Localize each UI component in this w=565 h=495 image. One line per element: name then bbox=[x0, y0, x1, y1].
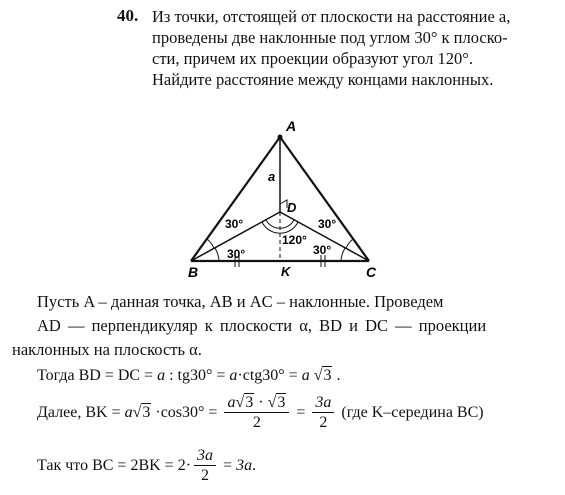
equals-sign: = bbox=[219, 456, 237, 474]
point-C-label: C bbox=[366, 264, 377, 280]
problem-line-2: проведены две наклонные под углом 30° к плоско- bbox=[152, 28, 508, 47]
dot-operator: · bbox=[254, 394, 268, 411]
radicand: 3 bbox=[277, 394, 286, 411]
segment-a-label: a bbox=[268, 169, 276, 184]
fraction-1 bbox=[224, 393, 289, 432]
midpoint-note: (где K–середина BC) bbox=[337, 403, 484, 421]
fraction-2-numerator: 3a bbox=[312, 393, 334, 413]
sqrt-icon: √ bbox=[313, 367, 323, 384]
equals-sign: = bbox=[292, 403, 310, 421]
angle-arc-B-lower bbox=[215, 248, 219, 261]
point-A-label: A bbox=[286, 118, 297, 134]
radicand: 3 bbox=[245, 394, 254, 411]
radicand: 3 bbox=[323, 367, 332, 384]
solution-line-4 bbox=[37, 367, 340, 385]
angle-label-B-lower: 30° bbox=[227, 247, 246, 261]
var-a: a bbox=[227, 394, 236, 411]
radicand: 3 bbox=[142, 404, 151, 421]
angle-label-C-lower: 30° bbox=[313, 243, 332, 257]
angle-arc-B-upper bbox=[207, 239, 214, 248]
problem-line-4: Найдите расстояние между концами наклонных. bbox=[152, 70, 494, 89]
solution-line-5 bbox=[37, 393, 484, 432]
fraction-1-numerator bbox=[224, 393, 289, 413]
fraction-1-denominator: 2 bbox=[252, 414, 261, 431]
sqrt-icon: √ bbox=[132, 403, 142, 421]
fraction-3-denominator: 2 bbox=[201, 467, 210, 484]
fraction-3 bbox=[194, 446, 216, 485]
line4-end: . bbox=[336, 367, 341, 384]
point-A-dot bbox=[278, 135, 283, 140]
solution-line-6 bbox=[37, 446, 256, 485]
angle-label-D: 120° bbox=[282, 233, 307, 247]
right-angle-mark bbox=[280, 200, 287, 208]
var-a: a bbox=[229, 367, 238, 384]
line5-mid: ·cos30° = bbox=[151, 403, 222, 421]
line6-end: . bbox=[252, 456, 257, 474]
problem-line-3: сти, причем их проекции образуют угол 120°. bbox=[152, 49, 473, 68]
angle-arc-C-lower bbox=[341, 248, 345, 261]
result-value: 3a bbox=[236, 456, 253, 474]
angle-label-B-upper: 30° bbox=[225, 217, 244, 231]
point-K-label: K bbox=[281, 264, 291, 279]
point-D-label: D bbox=[287, 200, 297, 215]
sqrt-icon: √ bbox=[235, 394, 245, 411]
sqrt-icon: √ bbox=[267, 394, 277, 411]
line4-mid-1: : tg30° = bbox=[165, 367, 230, 384]
solution-line-1: Пусть A – данная точка, AB и AC – наклонные. Проведем bbox=[37, 292, 444, 311]
var-a: a bbox=[157, 367, 166, 384]
var-a: a bbox=[124, 403, 133, 421]
fraction-3-numerator: 3a bbox=[194, 446, 216, 466]
var-a: a bbox=[301, 367, 310, 384]
fraction-2-denominator: 2 bbox=[319, 414, 328, 431]
line4-mid-2: ·ctg30° = bbox=[237, 367, 302, 384]
problem-line-1: Из точки, отстоящей от плоскости на расстояние a, bbox=[152, 7, 511, 26]
line6-prefix: Так что BC = 2BK = 2· bbox=[37, 456, 192, 474]
line4-prefix: Тогда BD = DC = bbox=[37, 367, 158, 384]
problem-number: 40. bbox=[117, 6, 139, 25]
solution-line-3: наклонных на плоскость α. bbox=[12, 340, 202, 359]
fraction-2 bbox=[312, 393, 334, 432]
solution-line-2: AD — перпендикуляр к плоскости α, BD и DC — проекции bbox=[37, 316, 487, 335]
angle-arc-C-upper bbox=[346, 239, 353, 248]
segment-AB bbox=[191, 137, 280, 261]
point-B-label: B bbox=[188, 264, 199, 280]
angle-label-C-upper: 30° bbox=[318, 217, 337, 231]
line5-prefix: Далее, BK = bbox=[37, 403, 121, 421]
